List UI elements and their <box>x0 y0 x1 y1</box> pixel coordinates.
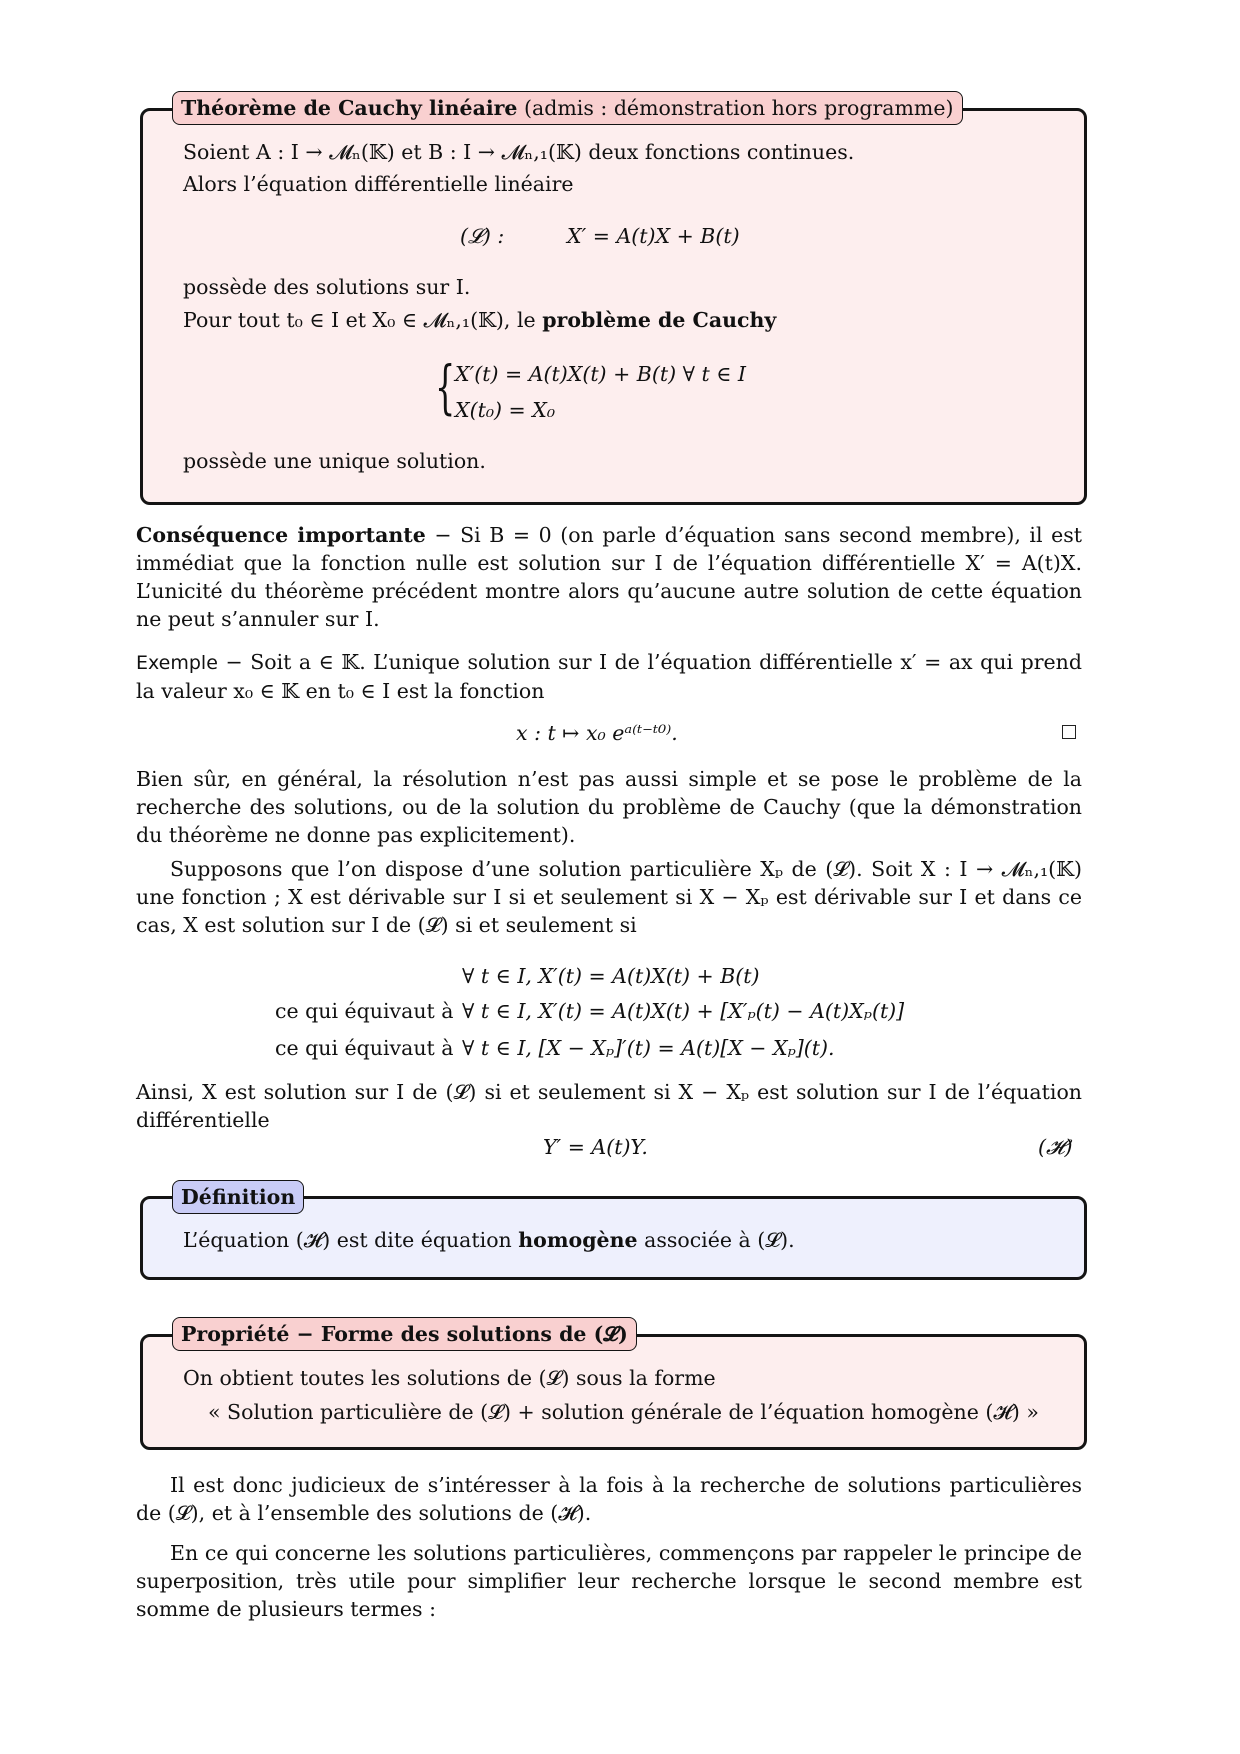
consequence-dash: − <box>434 523 452 547</box>
example-lead: Exemple <box>136 652 218 674</box>
paragraph-4: Il est donc judicieux de s’intéresser à la fois à la recherche de solutions particulières de (𝓛), et à l’ensemble des solutions de (𝓗). <box>136 1473 1082 1525</box>
property-title: Propriété − Forme des solutions de (𝓛) <box>172 1317 637 1351</box>
property-line-2: « Solution particulière de (𝓛) + solution générale de l’équation homogène (𝓗) » <box>208 1400 1039 1424</box>
example-formula: x : t ↦ x₀ eᵃ⁽ᵗ⁻ᵗ⁰⁾. <box>516 721 678 745</box>
example-text: Soit a ∈ 𝕂. L’unique solution sur I de l’équation différentielle x′ = ax qui prend la valeur x₀ ∈ 𝕂 en t₀ ∈ I est la fonction <box>136 650 1082 703</box>
cauchy-system-eq-1: X′(t) = A(t)X(t) + B(t) ∀ t ∈ I <box>455 362 747 386</box>
definition-text-end: associée à (𝓛). <box>644 1228 795 1252</box>
theorem-line-1: Soient A : I → 𝓜ₙ(𝕂) et B : I → 𝓜ₙ,₁(𝕂) deux fonctions continues. <box>183 140 855 164</box>
theorem-title-bold: Théorème de Cauchy linéaire <box>181 96 518 120</box>
qed-square <box>1062 725 1076 739</box>
definition-title: Définition <box>172 1180 304 1214</box>
system-brace: { <box>435 353 456 421</box>
equivalence-eq-3: ∀ t ∈ I, [X − Xₚ]′(t) = A(t)[X − Xₚ](t). <box>462 1036 835 1060</box>
equivalence-eq-1: ∀ t ∈ I, X′(t) = A(t)X(t) + B(t) <box>462 964 760 988</box>
paragraph-2: Supposons que l’on dispose d’une solution particulière Xₚ de (𝓛). Soit X : I → 𝓜ₙ,₁(𝕂) une fonction ; X est dérivable sur I si et seulement si X − Xₚ est dérivable sur I et dans ce cas, X est solution sur I de (𝓛) si et seulement si <box>136 857 1082 937</box>
theorem-line-2: Alors l’équation différentielle linéaire <box>183 172 574 196</box>
paragraph-5: En ce qui concerne les solutions particulières, commençons par rappeler le principe de superposition, très utile pour simplifier leur recherche lorsque le second membre est somme de plusieurs termes : <box>136 1541 1082 1621</box>
equivalence-label-3: ce qui équivaut à <box>275 1036 454 1060</box>
equivalence-eq-2: ∀ t ∈ I, X′(t) = A(t)X(t) + [X′ₚ(t) − A(t)Xₚ(t)] <box>462 999 905 1023</box>
theorem-title <box>172 91 963 125</box>
definition-text-start: L’équation (𝓗) est dite équation <box>183 1228 512 1252</box>
example-dash: − <box>225 650 243 674</box>
equivalence-label-2: ce qui équivaut à <box>275 999 454 1023</box>
homogeneous-term: homogène <box>518 1228 638 1252</box>
theorem-line-5: possède une unique solution. <box>183 449 486 473</box>
property-line-1: On obtient toutes les solutions de (𝓛) sous la forme <box>183 1366 716 1390</box>
cauchy-problem-term: problème de Cauchy <box>542 308 777 332</box>
cauchy-system-eq-2: X(t₀) = X₀ <box>455 398 556 422</box>
homogeneous-equation-tag: (𝓗) <box>1038 1135 1073 1159</box>
paragraph-3: Ainsi, X est solution sur I de (𝓛) si et seulement si X − Xₚ est solution sur I de l’équation différentielle <box>136 1080 1082 1132</box>
theorem-line-3: possède des solutions sur I. <box>183 275 471 299</box>
definition-text <box>183 1226 795 1254</box>
property-box <box>140 1334 1087 1450</box>
theorem-eq-label: (𝓛) : <box>460 224 505 248</box>
consequence-text: Si B = 0 (on parle d’équation sans second membre), il est immédiat que la fonction nulle est solution sur I de l’équation différentielle X′ = A(t)X. L’unicité du théorème précédent montre alors qu’aucune autre solution de cette équation ne peut s’annuler sur I. <box>136 523 1082 631</box>
consequence-lead: Conséquence importante <box>136 523 426 547</box>
consequence-paragraph <box>136 521 1082 633</box>
paragraph-1: Bien sûr, en général, la résolution n’est pas aussi simple et se pose le problème de la recherche des solutions, ou de la solution du problème de Cauchy (que la démonstration du théorème ne donne pas explicitement). <box>136 767 1082 847</box>
theorem-line-4-text: Pour tout t₀ ∈ I et X₀ ∈ 𝓜ₙ,₁(𝕂), le <box>183 308 536 332</box>
theorem-equation: X′ = A(t)X + B(t) <box>567 224 740 248</box>
example-paragraph <box>136 648 1082 705</box>
theorem-line-4 <box>183 306 776 334</box>
theorem-title-note: (admis : démonstration hors programme) <box>524 96 954 120</box>
homogeneous-equation: Y′ = A(t)Y. <box>543 1135 648 1159</box>
